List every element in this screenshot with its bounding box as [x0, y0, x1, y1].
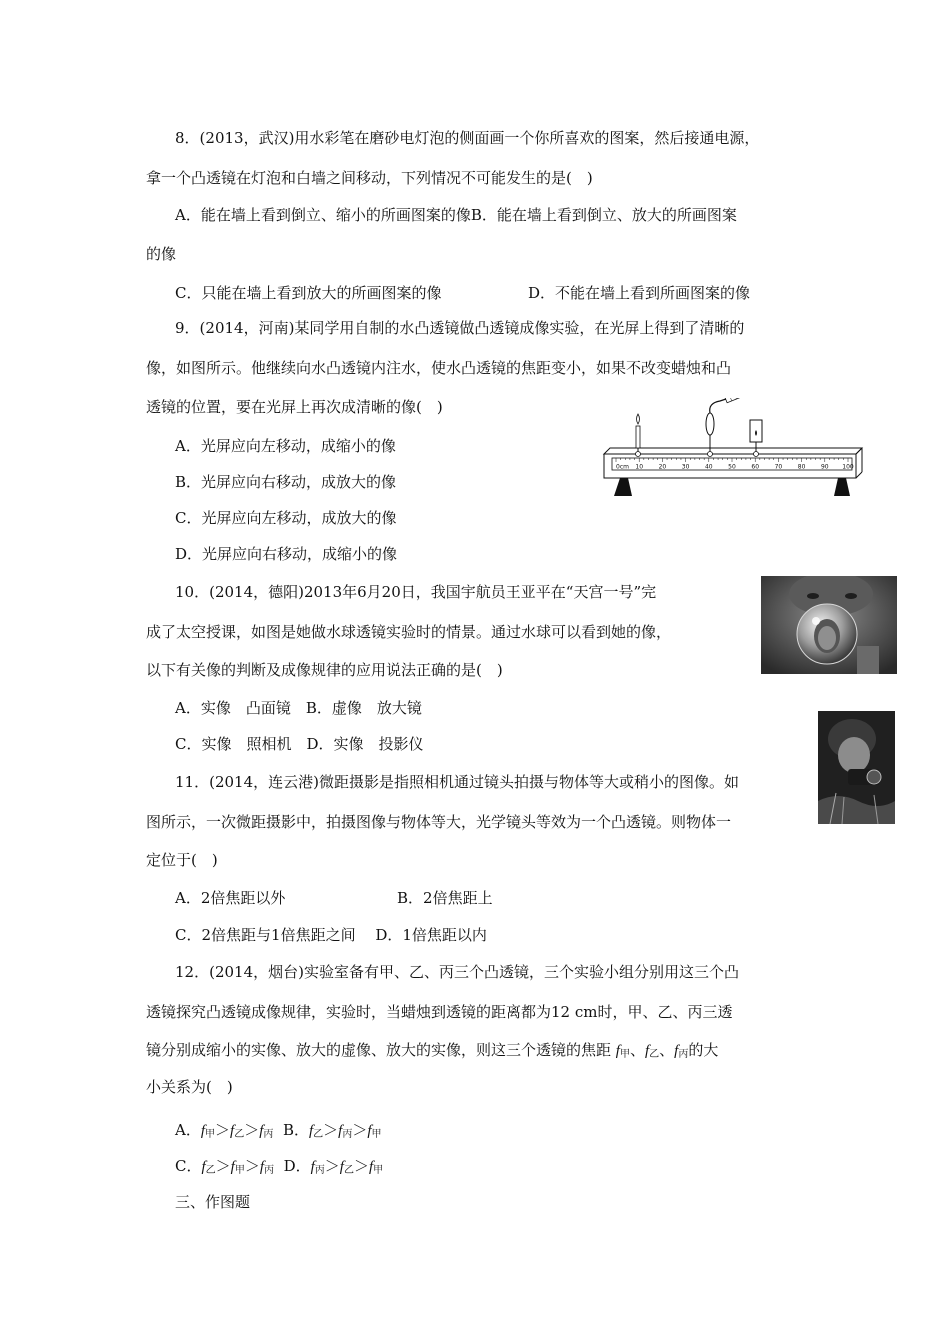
subscript-yi: 乙: [234, 1129, 245, 1140]
subscript-jia: 甲: [371, 1129, 382, 1140]
q12-line3-tail: 的大: [688, 1041, 719, 1059]
q8-option-a-line2: 的像: [146, 245, 177, 263]
q8-line1: 8．(2013，武汉)用水彩笔在磨砂电灯泡的侧面画一个你所喜欢的图案，然后接通电源，: [175, 129, 760, 147]
q9-option-a: A．光屏应向左移动，成缩小的像: [175, 437, 396, 455]
focal-symbol: f: [367, 1123, 372, 1139]
macro-photography-photo: [818, 711, 895, 824]
q12-options-ab: [175, 1120, 382, 1145]
q8-option-c: C．只能在墙上看到放大的所画图案的像: [175, 284, 442, 302]
separator: 、: [629, 1041, 645, 1059]
greater-than: ＞: [215, 1157, 231, 1175]
q12-line3: [146, 1040, 718, 1065]
focal-symbol: f: [339, 1159, 344, 1175]
subscript-bing: 丙: [678, 1049, 689, 1060]
q10-options-cd: C．实像 照相机 D．实像 投影仪: [175, 735, 424, 753]
greater-than: ＞: [244, 1121, 260, 1139]
focal-symbol: f: [200, 1123, 206, 1139]
q10-line2: 成了太空授课，如图是她做水球透镜实验时的情景。通过水球可以看到她的像，: [146, 623, 672, 641]
focal-symbol: f: [615, 1043, 620, 1059]
subscript-bing: 丙: [264, 1165, 275, 1176]
greater-than: ＞: [353, 1157, 369, 1175]
q12-line4: 小关系为( ): [146, 1078, 233, 1096]
q11-line1: 11．(2014，连云港)微距摄影是指照相机通过镜头拍摄与物体等大或稍小的图像。如: [175, 773, 739, 791]
ruler-label: 70: [774, 463, 783, 471]
q11-line3: 定位于( ): [146, 851, 218, 869]
q10-line3: 以下有关像的判断及成像规律的应用说法正确的是( ): [146, 661, 503, 679]
q9-line1: 9．(2014，河南)某同学用自制的水凸透镜做凸透镜成像实验，在光屏上得到了清晰的: [175, 319, 745, 337]
option-a-label: A．: [175, 1121, 201, 1139]
focal-symbol: f: [201, 1159, 206, 1175]
q9-option-b: B．光屏应向右移动，成放大的像: [175, 473, 397, 491]
focal-symbol: f: [230, 1123, 235, 1139]
option-d-label: D．: [283, 1157, 311, 1175]
focal-symbol: f: [259, 1123, 264, 1139]
focal-symbol: f: [674, 1043, 679, 1059]
q8-option-d: D．不能在墙上看到所画图案的像: [528, 284, 751, 302]
subscript-yi: 乙: [649, 1049, 660, 1060]
ruler-label: 20: [658, 463, 667, 471]
section-3-heading: 三、作图题: [175, 1193, 251, 1211]
optical-bench-figure: [598, 398, 868, 500]
q9-line2: 像，如图所示。他继续向水凸透镜内注水，使水凸透镜的焦距变小，如果不改变蜡烛和凸: [146, 359, 732, 377]
ruler-label: 10: [635, 463, 644, 471]
ruler-label: 60: [751, 463, 760, 471]
ruler-label: 40: [704, 463, 713, 471]
q10-options-ab: A．实像 凸面镜 B．虚像 放大镜: [175, 699, 422, 717]
subscript-bing: 丙: [263, 1129, 274, 1140]
q12-line1: 12．(2014，烟台)实验室备有甲、乙、丙三个凸透镜，三个实验小组分别用这三个凸: [175, 963, 739, 981]
focal-symbol: f: [644, 1043, 650, 1059]
greater-than: ＞: [244, 1157, 260, 1175]
bench-left-leg: [614, 478, 632, 496]
q10-line1: 10．(2014，德阳)2013年6月20日，我国宇航员王亚平在“天宫一号”完: [175, 583, 657, 601]
subscript-bing: 丙: [342, 1129, 353, 1140]
q9-line3: 透镜的位置，要在光屏上再次成清晰的像( ): [146, 398, 443, 416]
greater-than: ＞: [324, 1157, 340, 1175]
focal-symbol: f: [338, 1123, 343, 1139]
water-ball-photo: [761, 576, 897, 674]
q9-option-d: D．光屏应向右移动，成缩小的像: [175, 545, 398, 563]
subscript-jia: 甲: [373, 1165, 384, 1176]
q12-options-cd: [175, 1156, 383, 1181]
ruler-label: 100: [842, 463, 854, 471]
bench-right-leg: [834, 478, 850, 496]
subscript-jia: 甲: [234, 1165, 245, 1176]
ruler-label: 80: [797, 463, 806, 471]
q11-options-cd: C．2倍焦距与1倍焦距之间 D．1倍焦距以内: [175, 926, 487, 944]
q9-option-c: C．光屏应向左移动，成放大的像: [175, 509, 397, 527]
ruler-label: 50: [728, 463, 736, 471]
q12-line2: 透镜探究凸透镜成像规律，实验时，当蜡烛到透镜的距离都为12 cm时，甲、乙、丙三透: [146, 1003, 733, 1021]
q11-line2: 图所示，一次微距摄影中，拍摄图像与物体等大，光学镜头等效为一个凸透镜。则物体一: [146, 813, 732, 831]
q11-option-a: A．2倍焦距以外: [175, 889, 286, 907]
subscript-jia: 甲: [205, 1129, 216, 1140]
ruler-label: 0cm: [616, 463, 629, 471]
greater-than: ＞: [215, 1121, 231, 1139]
focal-symbol: f: [308, 1123, 314, 1139]
subscript-bing: 丙: [314, 1165, 325, 1176]
focal-symbol: f: [310, 1159, 315, 1175]
option-b-label: B．: [282, 1121, 309, 1139]
q12-line3-text: 镜分别成缩小的实像、放大的虚像、放大的实像，则这三个透镜的焦距: [146, 1041, 612, 1059]
ruler-label: 90: [820, 463, 829, 471]
q11-option-b: B．2倍焦距上: [397, 889, 493, 907]
greater-than: ＞: [352, 1121, 368, 1139]
greater-than: ＞: [323, 1121, 339, 1139]
option-c-label: C．: [175, 1157, 202, 1175]
focal-symbol: f: [259, 1159, 265, 1175]
ruler-label: 30: [681, 463, 690, 471]
focal-symbol: f: [230, 1159, 235, 1175]
subscript-jia: 甲: [619, 1049, 630, 1060]
q8-line2: 拿一个凸透镜在灯泡和白墙之间移动，下列情况不可能发生的是( ): [146, 169, 593, 187]
subscript-yi: 乙: [205, 1165, 216, 1176]
separator: 、: [659, 1041, 675, 1059]
focal-symbol: f: [368, 1159, 374, 1175]
subscript-yi: 乙: [343, 1165, 354, 1176]
q8-option-a-line1: A．能在墙上看到倒立、缩小的所画图案的像B．能在墙上看到倒立、放大的所画图案: [175, 206, 737, 224]
subscript-yi: 乙: [313, 1129, 324, 1140]
